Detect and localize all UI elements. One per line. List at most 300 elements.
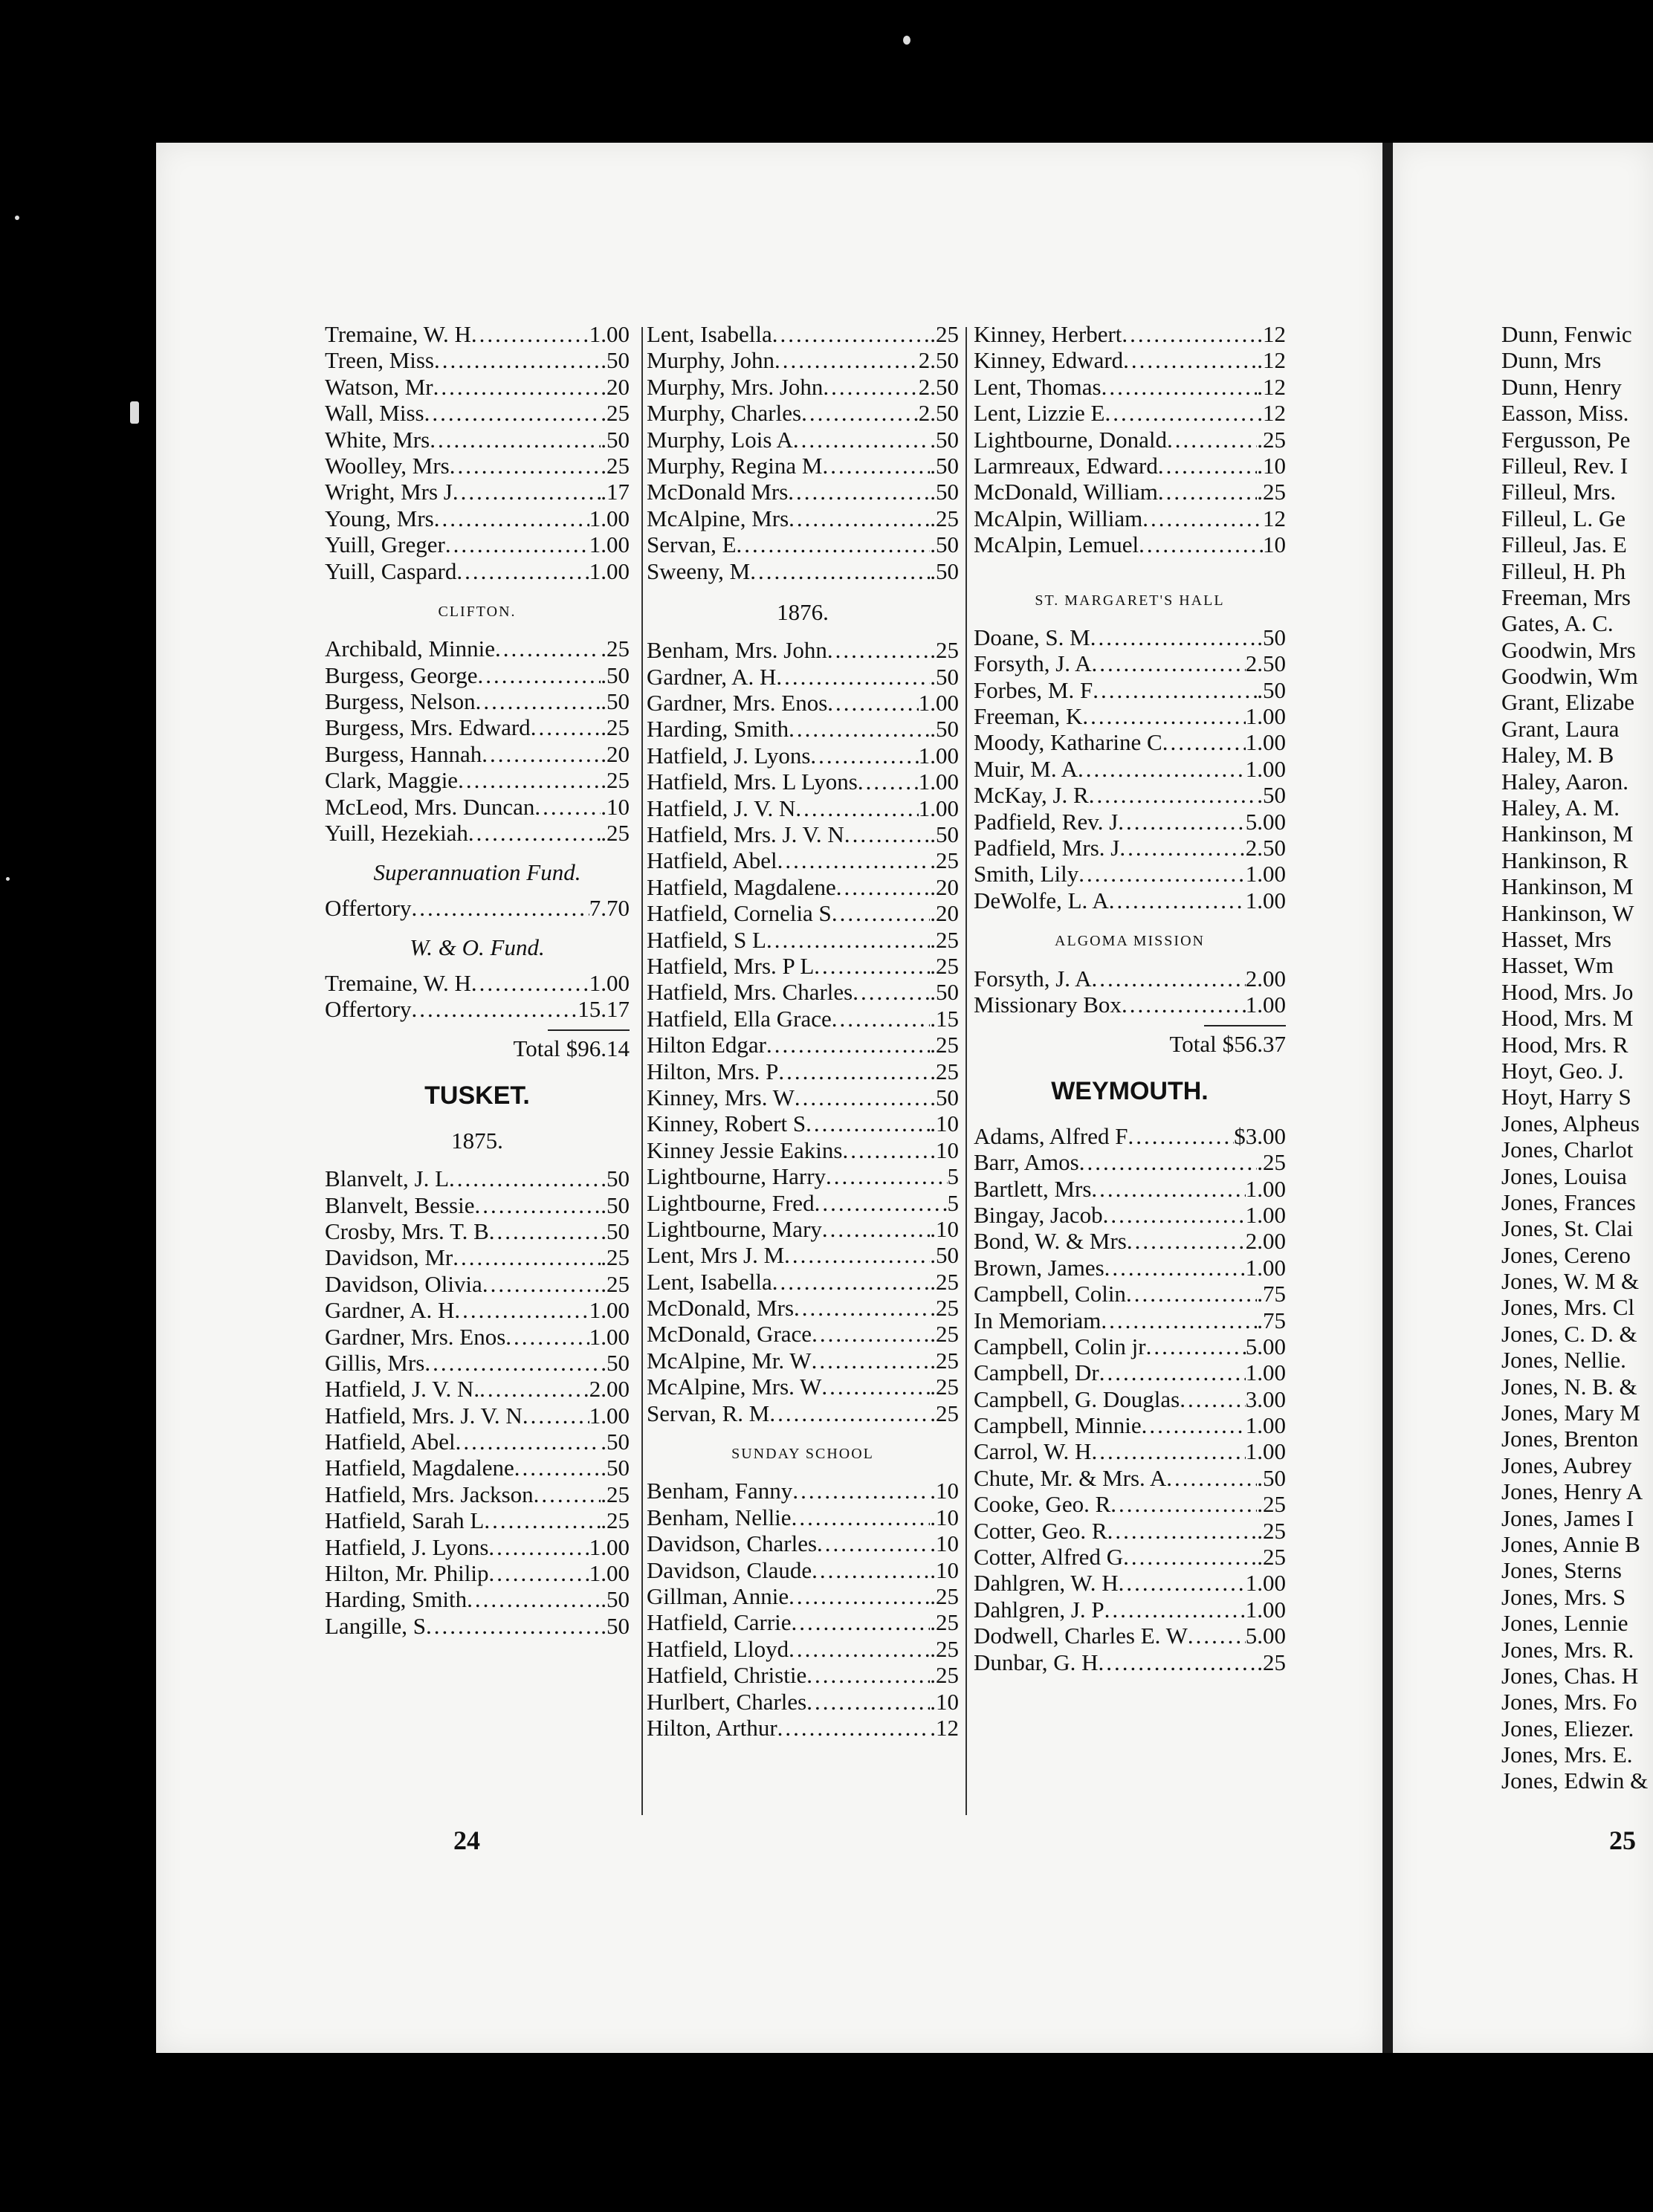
- donor-name: Filleul, Rev. I: [1501, 452, 1628, 479]
- dot-leader: [449, 1165, 601, 1191]
- donor-name: McAlpin, William: [974, 505, 1143, 531]
- donation-amount: .50: [601, 347, 630, 374]
- donor-name: Hasset, Wm: [1501, 952, 1614, 979]
- donor-name: DeWolfe, L. A: [974, 887, 1109, 913]
- donor-name: Missionary Box: [974, 991, 1122, 1018]
- donor-entry: [647, 1348, 959, 1374]
- scan-speck: [130, 401, 139, 424]
- donor-entry: [647, 1058, 959, 1084]
- donor-entry: [325, 1218, 630, 1244]
- donor-name: Lightbourne, Donald: [974, 426, 1168, 453]
- donation-amount: .25: [1257, 1544, 1286, 1571]
- dot-leader: [1091, 650, 1245, 676]
- donor-name: Yuill, Caspard: [325, 557, 457, 584]
- donor-name: Hilton, Mrs. P: [647, 1058, 779, 1084]
- donation-amount: .25: [930, 926, 959, 953]
- donation-amount: 12: [1263, 505, 1286, 531]
- donor-entry: [1501, 637, 1653, 663]
- donation-amount: .20: [601, 373, 630, 400]
- dot-leader: [794, 1295, 930, 1321]
- donor-entry: [647, 927, 959, 953]
- donor-name: Easson, Miss.: [1501, 400, 1629, 427]
- donor-entry: [325, 321, 630, 347]
- donor-entry: [1501, 1032, 1653, 1058]
- donor-name: Lightbourne, Fred: [647, 1189, 815, 1216]
- donor-entry: [1501, 1268, 1653, 1294]
- donation-amount: 2.50: [918, 373, 959, 400]
- dot-leader: [1127, 1228, 1246, 1254]
- donor-entry: [974, 1359, 1286, 1385]
- dot-leader: [1126, 1281, 1257, 1307]
- donation-amount: .25: [601, 1270, 630, 1297]
- dot-leader: [766, 927, 930, 953]
- donor-name: McAlpine, Mrs. W: [647, 1374, 822, 1400]
- donor-entry: [1501, 821, 1653, 847]
- donor-name: Hankinson, M: [1501, 873, 1634, 900]
- dot-leader: [412, 895, 589, 921]
- donor-name: Forsyth, J. A: [974, 650, 1092, 677]
- dot-leader: [453, 1244, 601, 1270]
- donor-entry: [974, 650, 1286, 676]
- donor-entry: [1501, 1215, 1653, 1241]
- donor-entry: [1501, 1452, 1653, 1478]
- donor-name: Tremaine, W. H: [325, 969, 471, 996]
- donation-amount: .10: [930, 1556, 959, 1583]
- donor-name: Filleul, Jas. E: [1501, 531, 1627, 558]
- donation-amount: .50: [930, 716, 959, 743]
- donation-amount: .25: [930, 505, 959, 531]
- dot-leader: [1142, 1412, 1246, 1438]
- donation-amount: .50: [930, 979, 959, 1006]
- donor-entry: [647, 795, 959, 821]
- donation-amount: 1.00: [1245, 703, 1286, 730]
- total-rule: [1204, 1025, 1286, 1026]
- donation-amount: 1.00: [918, 795, 959, 821]
- donor-name: Hatfield, J. Lyons: [647, 742, 811, 769]
- donor-entry: [974, 966, 1286, 992]
- donor-name: Hood, Mrs. R: [1501, 1031, 1628, 1058]
- donor-entry: [974, 1491, 1286, 1517]
- page-number-left: 24: [453, 1825, 480, 1855]
- donor-name: Treen, Miss: [325, 347, 434, 374]
- donor-name: Fergusson, Pe: [1501, 426, 1631, 453]
- donor-name: Kinney, Edward: [974, 347, 1124, 374]
- donor-name: Crosby, Mrs. T. B: [325, 1217, 489, 1244]
- donor-name: Dodwell, Charles E. W: [974, 1623, 1188, 1649]
- donor-entry: [1501, 479, 1653, 505]
- donor-entry: [1501, 1584, 1653, 1610]
- donation-amount: .12: [1257, 373, 1286, 400]
- donor-name: Gardner, Mrs. Enos: [647, 690, 828, 717]
- section-heading-wo-fund: W. & O. Fund.: [410, 934, 545, 961]
- donor-name: Jones, James I: [1501, 1504, 1634, 1531]
- donor-name: Blanvelt, J. L: [325, 1165, 450, 1192]
- donor-entry: [1501, 1374, 1653, 1400]
- donation-amount: .50: [601, 688, 630, 715]
- dot-leader: [434, 505, 589, 531]
- dot-leader: [788, 479, 930, 505]
- dot-leader: [1107, 1518, 1258, 1544]
- donor-name: Davidson, Olivia: [325, 1270, 482, 1297]
- donation-amount: .25: [930, 637, 959, 664]
- donor-name: Padfield, Mrs. J: [974, 835, 1120, 861]
- donor-entry: [325, 1613, 630, 1639]
- donor-name: Dunbar, G. H: [974, 1649, 1099, 1675]
- donation-amount: .50: [930, 452, 959, 479]
- donor-name: Jones, Mrs. Cl: [1501, 1294, 1635, 1321]
- donor-name: Hood, Mrs. M: [1501, 1005, 1634, 1032]
- donor-entry: [974, 756, 1286, 782]
- donor-entry: [974, 531, 1286, 557]
- donor-entry: [1501, 926, 1653, 952]
- donation-amount: .50: [601, 1429, 630, 1455]
- donor-entry: [325, 1481, 630, 1507]
- dot-leader: [1091, 966, 1245, 992]
- donor-list: [647, 1478, 959, 1741]
- dot-leader: [817, 1530, 930, 1556]
- donor-name: Haley, Aaron.: [1501, 768, 1629, 795]
- donation-amount: .50: [601, 1612, 630, 1639]
- donor-entry: [325, 1324, 630, 1350]
- donor-name: McLeod, Mrs. Duncan: [325, 793, 535, 820]
- donation-amount: .25: [601, 400, 630, 427]
- donation-amount: .12: [1257, 321, 1286, 347]
- donor-name: Dunn, Mrs: [1501, 347, 1602, 374]
- donation-amount: 7.70: [589, 894, 630, 921]
- donor-name: Hatfield, Mrs. Jackson: [325, 1481, 534, 1507]
- donor-name: Servan, R. M: [647, 1400, 770, 1426]
- dot-leader: [467, 1586, 601, 1612]
- donor-entry: [647, 400, 959, 426]
- dot-leader: [776, 664, 930, 690]
- donor-name: Forsyth, J. A: [974, 965, 1092, 992]
- donation-amount: .75: [1257, 1307, 1286, 1333]
- donor-name: Jones, Charlot: [1501, 1136, 1634, 1163]
- donor-entry: [974, 677, 1286, 703]
- donor-entry: [1501, 716, 1653, 742]
- donor-entry: [647, 374, 959, 400]
- donor-entry: [647, 821, 959, 847]
- donor-entry: [325, 531, 630, 557]
- donor-entry: [974, 1281, 1286, 1307]
- dot-leader: [821, 1374, 930, 1400]
- donation-amount: .50: [601, 1455, 630, 1481]
- donation-amount: .25: [1257, 1149, 1286, 1176]
- donor-entry: [974, 321, 1286, 347]
- donation-amount: 5.00: [1245, 808, 1286, 835]
- donor-name: Clark, Maggie: [325, 767, 459, 794]
- donor-name: Yuill, Hezekiah: [325, 820, 468, 847]
- donor-name: Benham, Fanny: [647, 1478, 793, 1504]
- donor-name: Bingay, Jacob: [974, 1201, 1103, 1228]
- donor-name: Gardner, A. H: [647, 663, 777, 690]
- donor-name: Hankinson, W: [1501, 899, 1634, 926]
- dot-leader: [737, 531, 931, 557]
- donation-amount: .25: [1257, 1649, 1286, 1675]
- dot-leader: [812, 1321, 930, 1347]
- donor-name: Jones, St. Clai: [1501, 1215, 1634, 1242]
- dot-leader: [1104, 1597, 1246, 1623]
- donor-entry: [325, 374, 630, 400]
- donation-amount: 1.00: [918, 769, 959, 795]
- donation-amount: 1.00: [1245, 1254, 1286, 1281]
- dot-leader: [750, 558, 930, 584]
- dot-leader: [1167, 427, 1257, 453]
- donor-name: Benham, Nellie: [647, 1504, 792, 1530]
- donor-list: [974, 966, 1286, 1018]
- donor-entry: [647, 1190, 959, 1216]
- donor-entry: [974, 809, 1286, 835]
- donation-amount: .75: [1257, 1281, 1286, 1307]
- donor-entry: [1501, 873, 1653, 899]
- dot-leader: [484, 1507, 601, 1533]
- donation-amount: .50: [601, 1349, 630, 1376]
- donation-amount: .20: [930, 873, 959, 900]
- donor-name: Gates, A. C.: [1501, 610, 1614, 637]
- donor-entry: [325, 1534, 630, 1560]
- donation-amount: .50: [601, 426, 630, 453]
- donor-name: Freeman, Mrs: [1501, 583, 1631, 610]
- dot-leader: [534, 794, 601, 820]
- dot-leader: [1078, 756, 1246, 782]
- donor-entry: [647, 427, 959, 453]
- donor-name: Hoyt, Harry S: [1501, 1084, 1631, 1110]
- donation-amount: .50: [930, 479, 959, 505]
- donor-entry: [647, 637, 959, 663]
- donation-amount: 1.00: [1245, 1175, 1286, 1202]
- donor-name: Hatfield, J. V. N.: [325, 1376, 480, 1403]
- dot-leader: [774, 347, 919, 373]
- dot-leader: [823, 374, 918, 400]
- dot-leader: [792, 1478, 930, 1504]
- donor-entry: [647, 1006, 959, 1032]
- donation-amount: .25: [601, 1507, 630, 1534]
- donor-name: Campbell, Dr: [974, 1359, 1099, 1386]
- dot-leader: [471, 970, 589, 996]
- donation-amount: 1.00: [1245, 887, 1286, 913]
- donor-entry: [974, 453, 1286, 479]
- donor-entry: [974, 1649, 1286, 1675]
- donor-name: Wright, Mrs J: [325, 479, 453, 505]
- donation-amount: 1.00: [1245, 1438, 1286, 1465]
- dot-leader: [1123, 1544, 1257, 1570]
- donation-amount: .25: [1257, 426, 1286, 453]
- donor-name: Muir, M. A: [974, 755, 1078, 782]
- donor-entry: [1501, 1663, 1653, 1689]
- donation-amount: 1.00: [1245, 1201, 1286, 1228]
- donor-name: Dunn, Fenwic: [1501, 321, 1632, 347]
- donor-entry: [1501, 453, 1653, 479]
- donor-entry: [974, 1202, 1286, 1228]
- donor-entry: [325, 1192, 630, 1218]
- donor-entry: [647, 1478, 959, 1504]
- donor-entry: [1501, 400, 1653, 426]
- donor-name: Goodwin, Mrs: [1501, 636, 1636, 663]
- dot-leader: [823, 453, 931, 479]
- donor-entry: [974, 624, 1286, 650]
- dot-leader: [1099, 1649, 1258, 1675]
- donor-name: Jones, Brenton: [1501, 1426, 1639, 1452]
- donor-entry: [325, 347, 630, 373]
- column-2: [647, 321, 959, 1741]
- donation-amount: .25: [930, 1268, 959, 1295]
- scan-speck: [903, 36, 910, 45]
- dot-leader: [853, 979, 930, 1005]
- donor-name: Harding, Smith: [325, 1586, 468, 1613]
- donor-name: Cotter, Alfred G: [974, 1544, 1124, 1571]
- dot-leader: [1082, 703, 1245, 729]
- donor-entry: [647, 690, 959, 716]
- dot-leader: [1123, 347, 1257, 373]
- donor-name: Blanvelt, Bessie: [325, 1191, 475, 1218]
- donor-entry: [1501, 584, 1653, 610]
- donor-name: McAlpine, Mr. W: [647, 1347, 812, 1374]
- donor-name: Dahlgren, W. H: [974, 1570, 1119, 1597]
- donor-entry: [1501, 1136, 1653, 1162]
- donor-entry: [974, 1465, 1286, 1491]
- donor-entry: [325, 1350, 630, 1376]
- donor-entry: [325, 479, 630, 505]
- donor-entry: [647, 847, 959, 873]
- dot-leader: [1180, 1386, 1246, 1412]
- donation-amount: .12: [930, 1714, 959, 1741]
- dot-leader: [815, 1190, 948, 1216]
- donor-list: [325, 321, 630, 584]
- donor-name: Lightbourne, Mary: [647, 1215, 822, 1242]
- donor-name: Archibald, Minnie: [325, 636, 496, 662]
- donor-entry: [647, 769, 959, 795]
- dot-leader: [1104, 400, 1257, 426]
- donor-name: Jones, Edwin &: [1501, 1768, 1649, 1794]
- donor-name: Jones, Lennie: [1501, 1610, 1628, 1637]
- donor-name: Jones, Mrs. R.: [1501, 1636, 1634, 1663]
- donor-entry: [325, 662, 630, 688]
- donor-name: McAlpine, Mrs: [647, 505, 789, 531]
- dot-leader: [812, 1348, 931, 1374]
- dot-leader: [471, 321, 589, 347]
- donation-amount: .25: [930, 847, 959, 874]
- donor-name: Burgess, George: [325, 662, 478, 688]
- donor-entry: [974, 1255, 1286, 1281]
- donor-entry: [1501, 1505, 1653, 1531]
- donor-name: McKay, J. R: [974, 782, 1089, 809]
- donor-name: Brown, James: [974, 1254, 1104, 1281]
- donor-entry: [974, 703, 1286, 729]
- donation-amount: 1.00: [1245, 861, 1286, 887]
- column-4-partial: [1501, 321, 1653, 1794]
- donor-name: Kinney Jessie Eakins: [647, 1136, 843, 1163]
- year-heading: 1876.: [777, 598, 829, 625]
- donor-name: Lent, Isabella: [647, 1268, 772, 1295]
- donor-entry: [974, 1307, 1286, 1333]
- donor-entry: [647, 1557, 959, 1583]
- donor-name: Hilton, Arthur: [647, 1714, 777, 1741]
- donor-name: Goodwin, Wm: [1501, 663, 1638, 690]
- donor-name: Hatfield, Sarah L: [325, 1507, 485, 1534]
- dot-leader: [1122, 321, 1257, 347]
- donor-entry: [1501, 1163, 1653, 1189]
- donor-name: Haley, A. M.: [1501, 795, 1620, 821]
- donation-amount: 10: [1263, 531, 1286, 558]
- donor-name: Campbell, Colin: [974, 1281, 1126, 1307]
- donor-entry: [974, 479, 1286, 505]
- donor-name: Hatfield, Mrs. Charles: [647, 979, 853, 1006]
- donor-entry: [647, 1609, 959, 1635]
- donation-amount: .25: [601, 452, 630, 479]
- dot-leader: [433, 374, 601, 400]
- donor-entry: [647, 1137, 959, 1163]
- column-1: [325, 321, 630, 1639]
- dot-leader: [1166, 1465, 1257, 1491]
- dot-leader: [1158, 453, 1257, 479]
- donor-name: Dahlgren, J. P: [974, 1596, 1104, 1623]
- section-heading-tusket: TUSKET.: [424, 1081, 530, 1110]
- donor-entry: [974, 992, 1286, 1018]
- donor-entry: [325, 820, 630, 846]
- donor-entry: [1501, 1242, 1653, 1268]
- donor-name: Adams, Alfred F: [974, 1122, 1128, 1149]
- donor-name: Gillman, Annie: [647, 1582, 789, 1609]
- donor-name: Young, Mrs: [325, 505, 434, 531]
- donation-amount: .50: [1257, 1464, 1286, 1491]
- scan-speck: [6, 877, 10, 881]
- donor-name: Jones, Annie B: [1501, 1530, 1640, 1557]
- donor-name: Lightbourne, Harry: [647, 1163, 826, 1190]
- donor-entry: [325, 1297, 630, 1323]
- dot-leader: [810, 743, 918, 769]
- donor-name: McDonald, Mrs: [647, 1295, 795, 1322]
- donor-name: Campbell, Minnie: [974, 1412, 1142, 1439]
- donor-entry: [1501, 1294, 1653, 1320]
- dot-leader: [488, 1534, 589, 1560]
- donor-entry: [1501, 689, 1653, 715]
- donor-entry: [647, 1295, 959, 1321]
- dot-leader: [814, 953, 930, 979]
- dot-leader: [458, 767, 601, 793]
- donor-entry: [1501, 427, 1653, 453]
- donor-name: Dunn, Henry: [1501, 373, 1622, 400]
- donation-amount: 1.00: [1245, 991, 1286, 1018]
- dot-leader: [474, 1192, 601, 1218]
- donor-entry: [325, 1560, 630, 1586]
- donor-name: Freeman, K: [974, 703, 1083, 730]
- donor-name: Jones, Chas. H: [1501, 1662, 1639, 1689]
- donation-amount: 5: [947, 1189, 959, 1216]
- dot-leader: [476, 688, 601, 714]
- dot-leader: [523, 1403, 589, 1429]
- donation-amount: 1.00: [589, 1297, 630, 1324]
- donor-name: Lent, Isabella: [647, 321, 772, 347]
- donor-entry: [974, 427, 1286, 453]
- dot-leader: [454, 1297, 589, 1323]
- donor-entry: [1501, 374, 1653, 400]
- dot-leader: [445, 531, 589, 557]
- donation-amount: .10: [930, 1136, 959, 1163]
- dot-leader: [777, 1715, 931, 1741]
- donation-amount: .50: [601, 1165, 630, 1192]
- donation-amount: .10: [930, 1215, 959, 1242]
- donation-amount: .25: [930, 1321, 959, 1348]
- dot-leader: [424, 400, 601, 426]
- donor-name: Hasset, Mrs: [1501, 925, 1612, 952]
- donor-name: McDonald, Grace: [647, 1321, 812, 1348]
- section-heading-weymouth: WEYMOUTH.: [1051, 1076, 1209, 1105]
- dot-leader: [468, 820, 601, 846]
- donor-entry: [647, 531, 959, 557]
- donation-amount: 1.00: [918, 742, 959, 769]
- donor-entry: [325, 996, 630, 1022]
- dot-leader: [1078, 861, 1246, 887]
